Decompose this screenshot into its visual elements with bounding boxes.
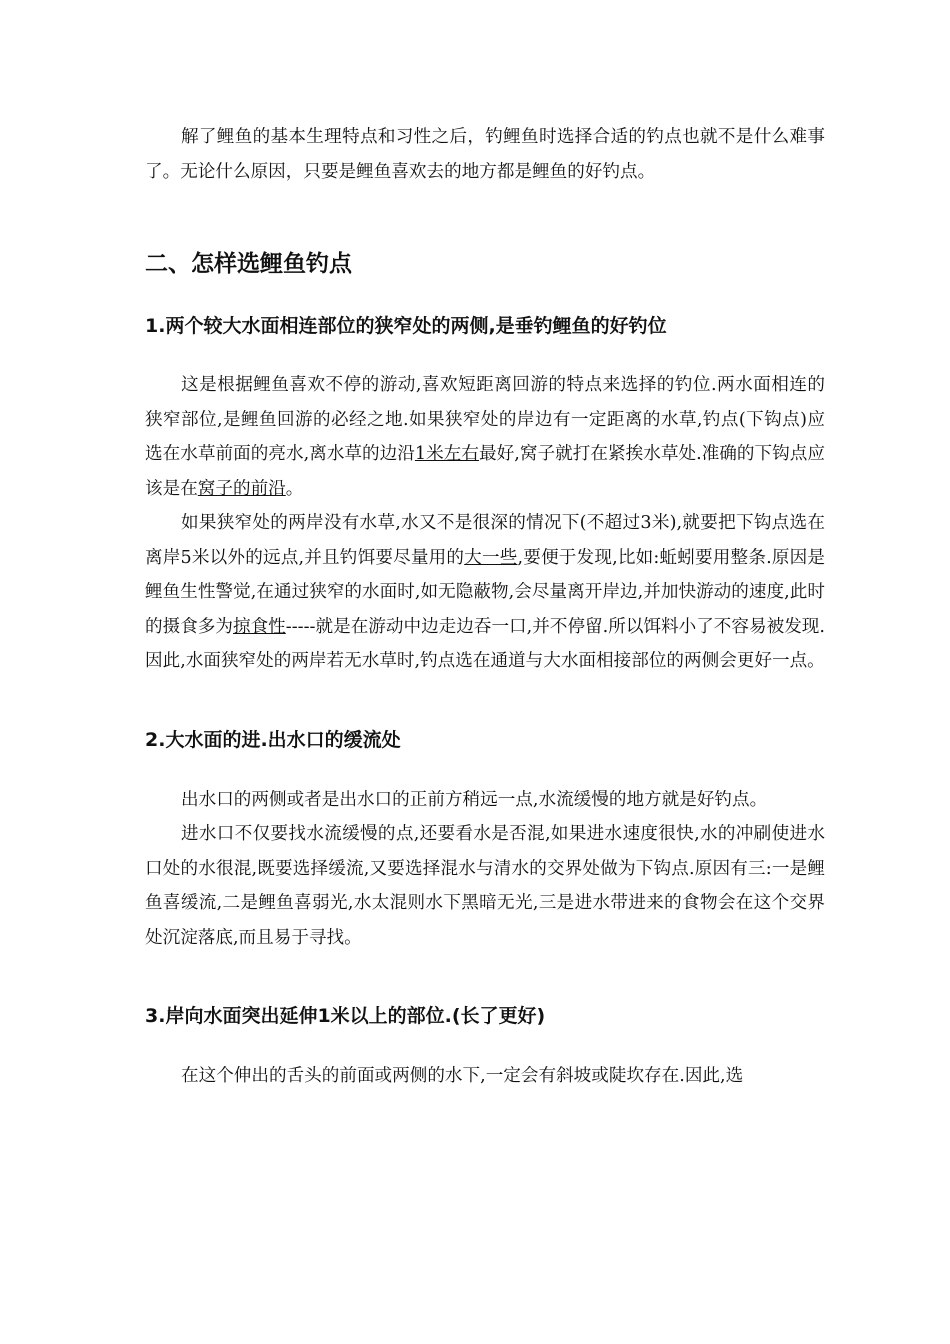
s1-p2-underline-2: 掠食性: [232, 616, 286, 637]
document-body: [145, 120, 825, 1094]
s1-p2-underline-1: 大一些: [464, 547, 518, 568]
s1-paragraph-1: [145, 368, 825, 506]
section-title: 二、怎样选鲤鱼钓点: [145, 251, 352, 277]
subheading-3: 3.岸向水面突出延伸1米以上的部位.(长了更好): [145, 1005, 546, 1027]
s1-p1-text-a: 这是根据鲤鱼喜欢不停的游动,喜欢短距离回游的特点来选择的钓位.两水面相连的狭窄部位,是鲤鱼回游的必经之地.如果狭窄处的岸边有一定距离的水草,钓点(下钩点)应选在水草前面的亮水,离水草的边沿: [145, 375, 825, 464]
s1-p1-text-b: 最好,窝子就打在紧挨水草处.准确的下钩点应该是在: [145, 444, 825, 499]
s1-p2-text-b: ,要便于发现,比如:蚯蚓要用整条.原因是鲤鱼生性警觉,在通过狭窄的水面时,如无隐蔽物,会尽量离开岸边,并加快游动的速度,此时的摄食多为: [145, 547, 825, 637]
s1-paragraph-2: [145, 506, 825, 679]
s2-paragraph-2: 进水口不仅要找水流缓慢的点,还要看水是否混,如果进水速度很快,水的冲刷使进水口处的水很混,既要选择缓流,又要选择混水与清水的交界处做为下钩点.原因有三:一是鲤鱼喜缓流,二是鲤鱼喜弱光,水太混则水下黑暗无光,三是进水带进来的食物会在这个交界处沉淀落底,而且易于寻找。: [145, 824, 825, 948]
s1-p1-underline-1: 1米左右: [414, 444, 480, 464]
s1-p2-text-a: 如果狭窄处的两岸没有水草,水又不是很深的情况下(不超过3米),就要把下钩点选在离岸5米以外的远点,并且钓饵要尽量用的: [145, 513, 825, 568]
s1-p2-text-c: -----就是在游动中边走边吞一口,并不停留.所以饵料小了不容易被发现.因此,水面狭窄处的两岸若无水草时,钓点选在通道与大水面相接部位的两侧会更好一点。: [145, 616, 825, 671]
subheading-1: 1.两个较大水面相连部位的狭窄处的两侧,是垂钓鲤鱼的好钓位: [145, 315, 667, 337]
s2-paragraph-1: 出水口的两侧或者是出水口的正前方稍远一点,水流缓慢的地方就是好钓点。: [181, 789, 768, 810]
s1-p1-text-c: 。: [285, 478, 304, 499]
subheading-2: 2.大水面的进.出水口的缓流处: [145, 728, 401, 751]
s1-p1-underline-2: 窝子的前沿: [197, 478, 286, 499]
s3-paragraph-1: 在这个伸出的舌头的前面或两侧的水下,一定会有斜坡或陡坎存在.因此,选: [181, 1066, 744, 1086]
intro-text: 解了鲤鱼的基本生理特点和习性之后，钓鲤鱼时选择合适的钓点也就不是什么难事了。无论什么原因，只要是鲤鱼喜欢去的地方都是鲤鱼的好钓点。: [145, 127, 825, 182]
intro-paragraph: [145, 120, 825, 189]
